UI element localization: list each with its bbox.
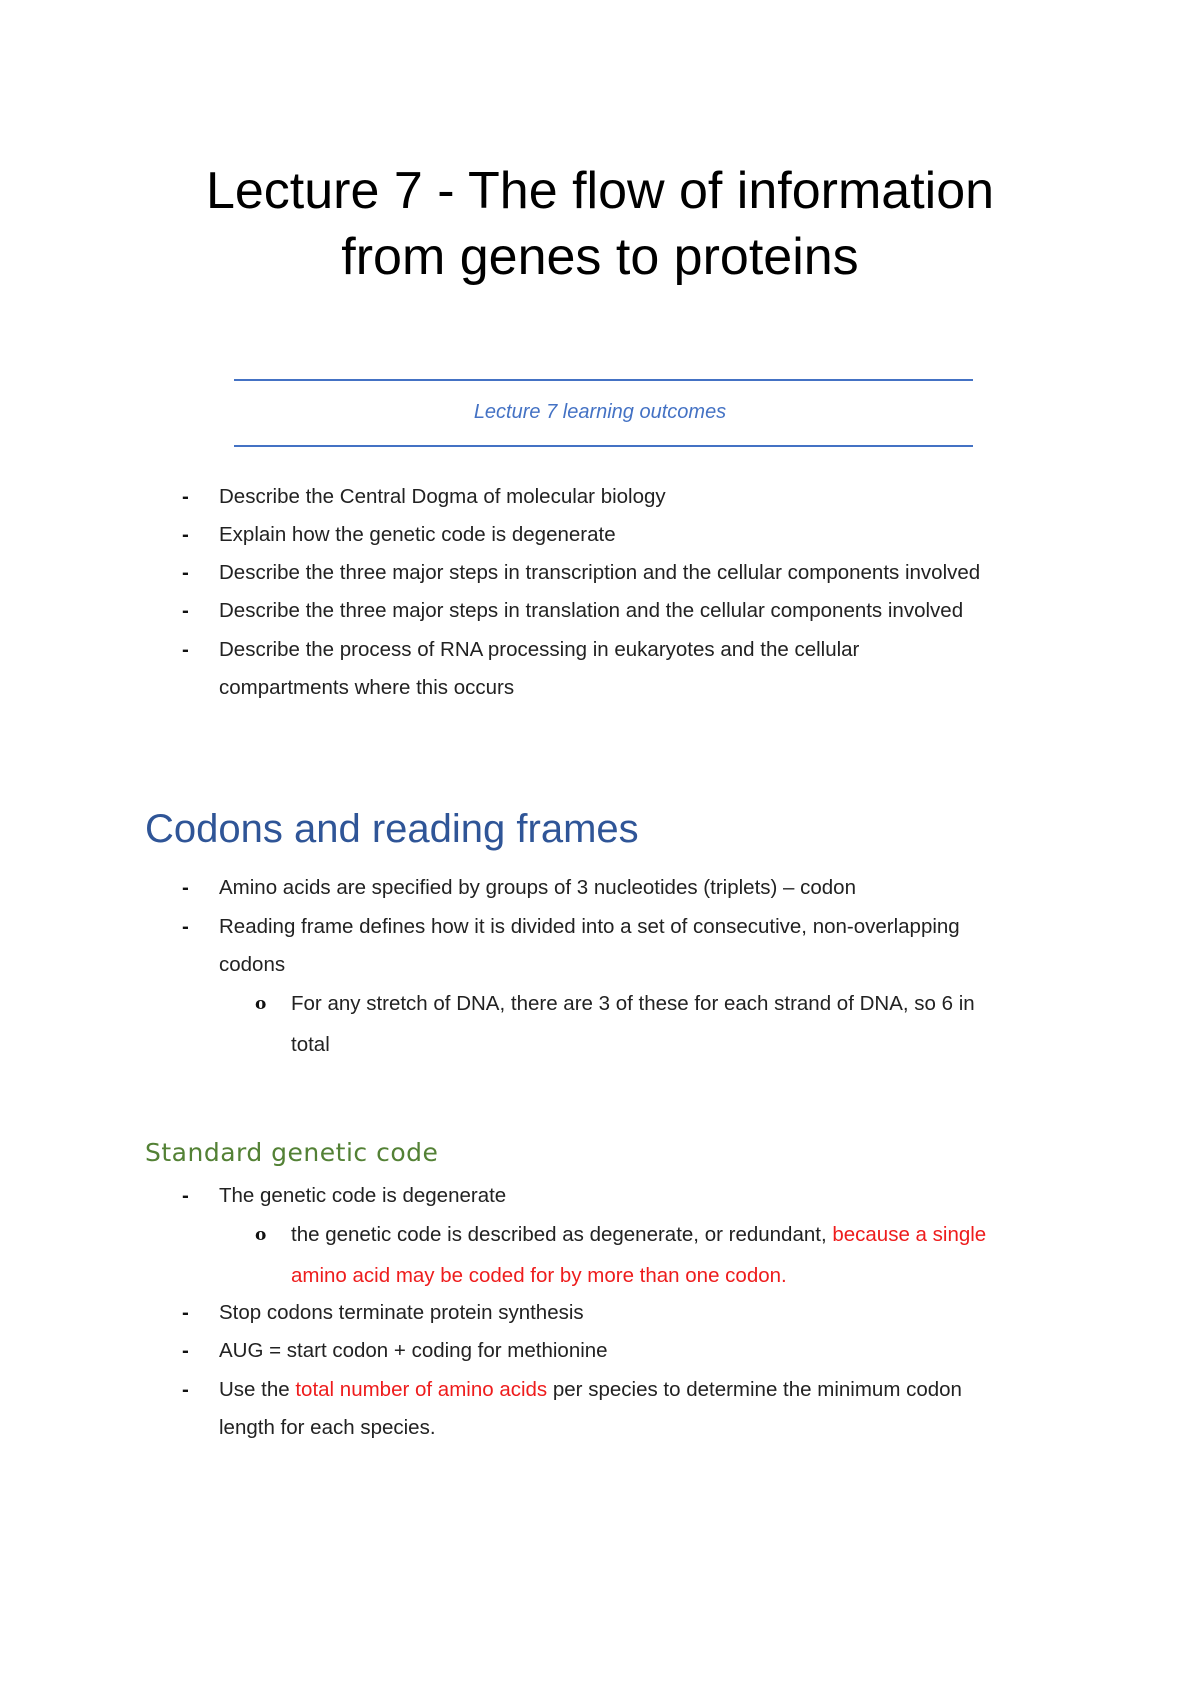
list-item-text: Amino acids are specified by groups of 3 nucleotides (triplets) – codon <box>219 876 856 899</box>
text-normal: per species to determine the minimum codon <box>547 1378 962 1401</box>
list-item-text: compartments where this occurs <box>219 676 515 699</box>
circle-bullet: o <box>255 1225 267 1245</box>
dash-bullet: - <box>182 1378 189 1401</box>
outcomes-label: Lecture 7 learning outcomes <box>473 401 727 423</box>
section-heading-codons: Codons and reading frames <box>145 807 639 851</box>
circle-bullet: o <box>255 994 267 1014</box>
page-title <box>0 158 1200 290</box>
title-line-2: from genes to proteins <box>341 228 859 286</box>
dash-bullet: - <box>182 561 189 584</box>
dash-bullet: - <box>182 638 189 661</box>
dash-bullet: - <box>182 915 189 938</box>
dash-bullet: - <box>182 485 189 508</box>
list-item-text: Stop codons terminate protein synthesis <box>219 1301 584 1324</box>
sub-list-item-text <box>291 1216 1071 1254</box>
outcomes-bottom-rule <box>234 445 973 447</box>
dash-bullet: - <box>182 876 189 899</box>
dash-bullet: - <box>182 1339 189 1362</box>
dash-bullet: - <box>182 1184 189 1207</box>
dash-bullet: - <box>182 1301 189 1324</box>
list-item-text: AUG = start codon + coding for methionine <box>219 1339 608 1362</box>
dash-bullet: - <box>182 599 189 622</box>
list-item-text: Describe the Central Dogma of molecular biology <box>219 485 666 508</box>
list-item-text: Describe the three major steps in translation and the cellular components involved <box>219 599 964 622</box>
list-item-text: Reading frame defines how it is divided into a set of consecutive, non-overlapping <box>219 915 960 938</box>
highlighted-text: amino acid may be coded for by more than one codon. <box>291 1264 787 1287</box>
outcomes-top-rule <box>234 379 973 381</box>
list-item-text: The genetic code is degenerate <box>219 1184 507 1207</box>
list-item-text: Describe the three major steps in transcription and the cellular components involved <box>219 561 981 584</box>
sub-text-normal: the genetic code is described as degenerate, or redundant, <box>291 1223 833 1246</box>
title-line-1: Lecture 7 - The flow of information <box>205 162 995 220</box>
list-item-text: codons <box>219 953 286 976</box>
sub-list-item-text: For any stretch of DNA, there are 3 of these for each strand of DNA, so 6 in <box>291 992 975 1015</box>
sub-list-item-text: total <box>291 1033 330 1056</box>
highlighted-text: total number of amino acids <box>295 1378 548 1401</box>
text-normal: Use the <box>219 1378 296 1401</box>
list-item-text: length for each species. <box>219 1416 436 1439</box>
section-heading-genetic-code: Standard genetic code <box>145 1138 439 1167</box>
highlighted-text: because a single <box>832 1223 987 1246</box>
dash-bullet: - <box>182 523 189 546</box>
list-item-text <box>219 1371 1059 1409</box>
list-item-text: Explain how the genetic code is degenerate <box>219 523 616 546</box>
list-item-text: Describe the process of RNA processing in eukaryotes and the cellular <box>219 638 860 661</box>
